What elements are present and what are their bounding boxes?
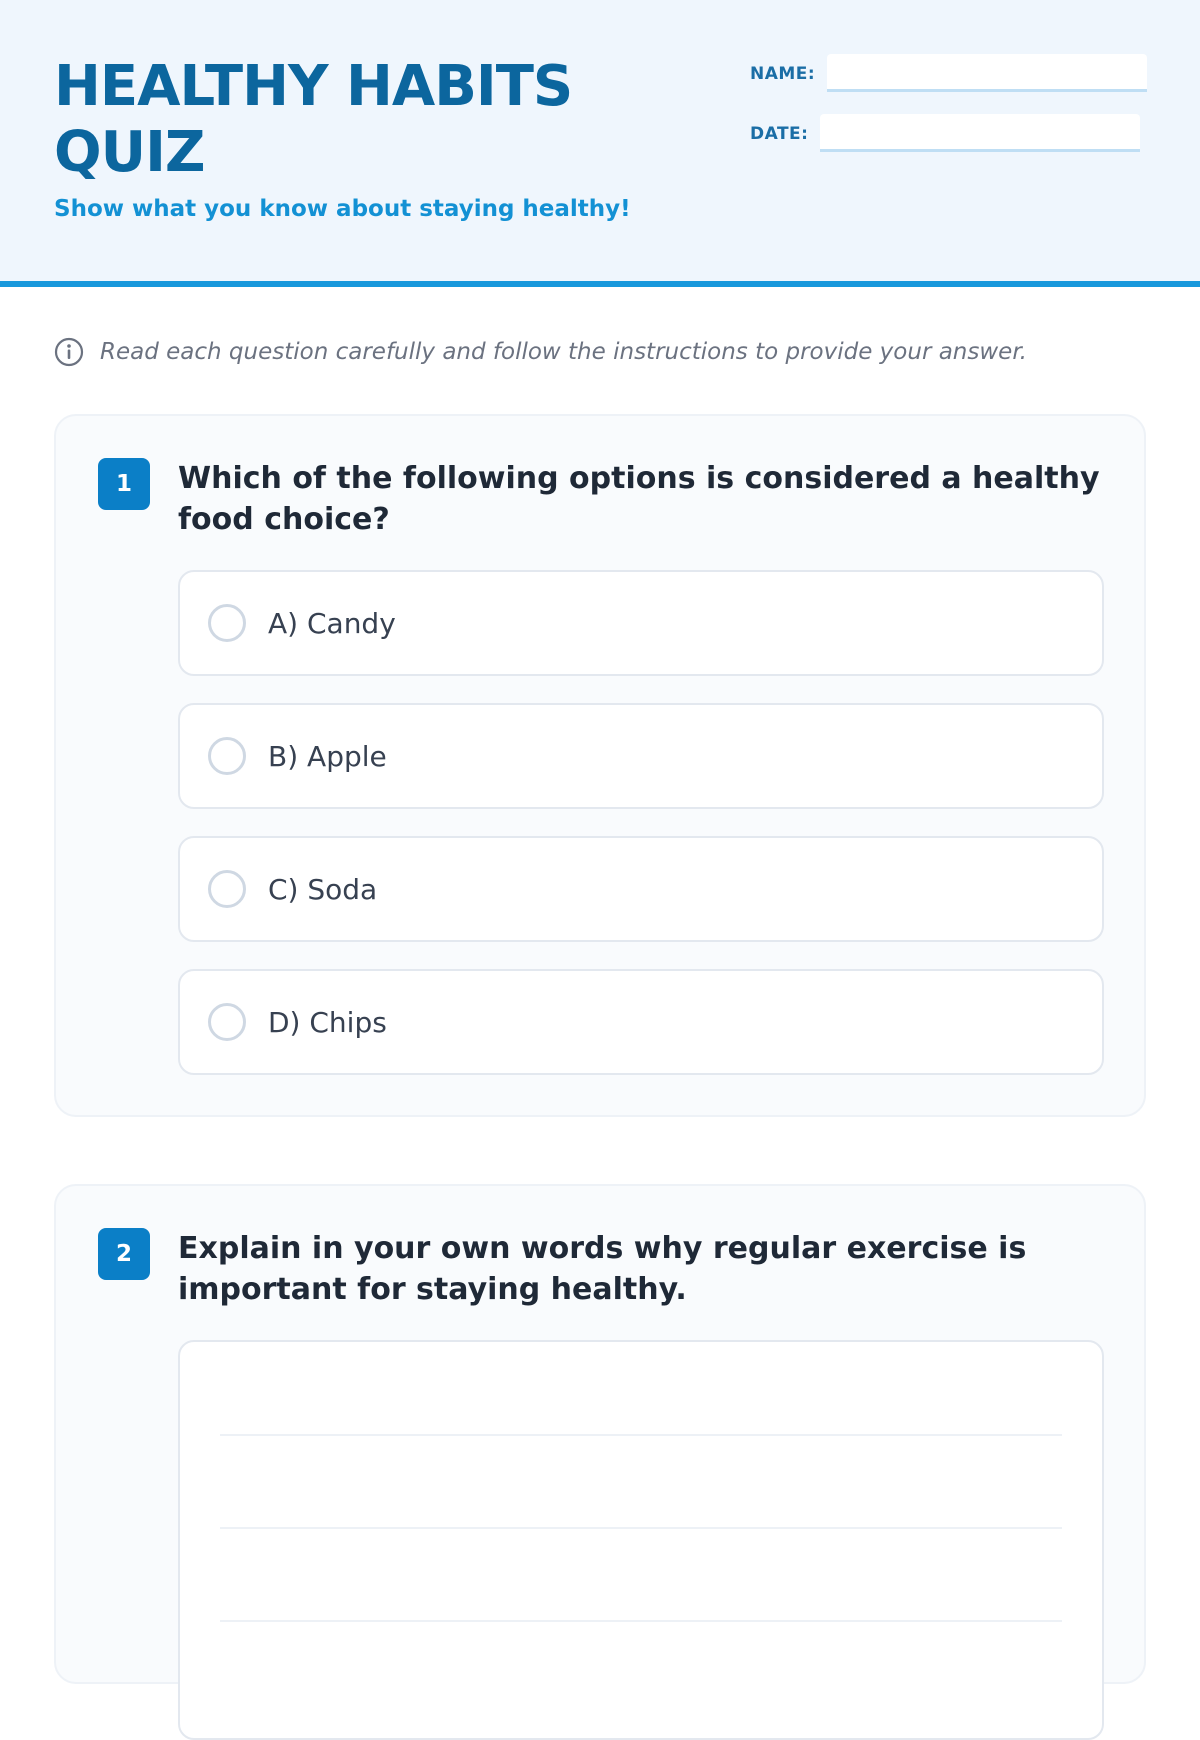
question-number-badge: 1: [98, 458, 150, 510]
radio-circle-icon[interactable]: [208, 1003, 246, 1041]
quiz-subtitle: Show what you know about staying healthy!: [54, 196, 631, 222]
radio-circle-icon[interactable]: [208, 870, 246, 908]
option-label: B) Apple: [268, 739, 387, 773]
instructions-text: Read each question carefully and follow the instructions to provide your answer.: [100, 339, 1027, 365]
date-input[interactable]: [820, 114, 1140, 152]
name-field-row: [750, 54, 1147, 92]
option-label: A) Candy: [268, 606, 396, 640]
option-c[interactable]: [178, 836, 1104, 942]
date-label: DATE:: [750, 124, 809, 144]
answer-line: [220, 1527, 1062, 1529]
option-a[interactable]: [178, 570, 1104, 676]
question-card-2: [54, 1184, 1146, 1684]
option-b[interactable]: [178, 703, 1104, 809]
name-input[interactable]: [827, 54, 1147, 92]
question-text: Explain in your own words why regular exercise is important for staying healthy.: [178, 1231, 1027, 1307]
answer-line: [220, 1434, 1062, 1436]
radio-circle-icon[interactable]: [208, 737, 246, 775]
option-label: D) Chips: [268, 1005, 387, 1039]
question-text: Which of the following options is considered a healthy food choice?: [178, 461, 1100, 537]
date-field-row: [750, 114, 1140, 152]
answer-line: [220, 1620, 1062, 1622]
radio-circle-icon[interactable]: [208, 604, 246, 642]
quiz-title: HEALTHY HABITS QUIZ: [54, 54, 573, 185]
free-response-answer-box[interactable]: [178, 1340, 1104, 1740]
quiz-header: [0, 0, 1200, 287]
option-label: C) Soda: [268, 872, 378, 906]
name-label: NAME:: [750, 64, 816, 84]
question-card-1: [54, 414, 1146, 1117]
info-icon: [54, 337, 84, 367]
question-number-badge: 2: [98, 1228, 150, 1280]
option-d[interactable]: [178, 969, 1104, 1075]
instructions: [54, 337, 1027, 367]
